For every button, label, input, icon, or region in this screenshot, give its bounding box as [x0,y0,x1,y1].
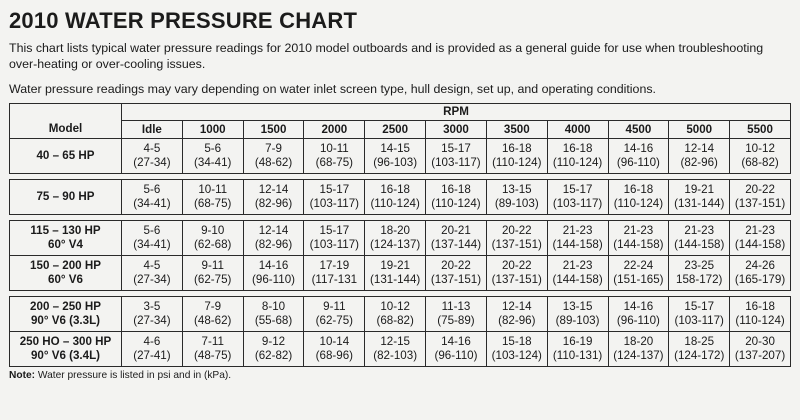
model-name: 115 – 130 HP [30,224,101,237]
rpm-column-header: 2500 [365,121,426,139]
pressure-table [9,103,791,367]
kpa-value: (62-82) [254,349,293,362]
pressure-cell [243,332,304,367]
pressure-cell [365,256,426,291]
pressure-cell [426,180,487,215]
model-detail: 60° V4 [48,238,83,251]
psi-value: 16-18 [562,142,593,155]
psi-value: 20-22 [501,259,532,272]
table-row [10,180,791,215]
kpa-value: (62-75) [315,314,354,327]
kpa-value: (96-110) [434,349,478,362]
model-detail: 60° V6 [48,273,83,286]
psi-value: 21-23 [745,224,775,237]
psi-value: 3-5 [143,300,161,313]
table-row [10,297,791,332]
pressure-cell [547,221,608,256]
psi-value: 15-17 [441,142,471,155]
kpa-value: (103-117) [309,238,360,251]
pressure-cell [547,332,608,367]
kpa-value: (110-124) [431,197,481,210]
kpa-value: (144-158) [552,238,603,251]
pressure-cell [243,180,304,215]
psi-value: 21-23 [562,259,593,272]
pressure-cell [669,221,730,256]
psi-value: 14-15 [380,142,410,155]
kpa-value: (103-117) [309,197,360,210]
model-cell [10,180,122,215]
pressure-cell [486,332,547,367]
psi-value: 18-25 [684,335,715,348]
kpa-value: (96-110) [616,156,660,169]
kpa-value: (151-165) [613,273,664,286]
model-cell [10,139,122,174]
pressure-cell [547,297,608,332]
pressure-cell [669,139,730,174]
kpa-value: (27-41) [133,349,171,362]
pressure-cell [426,297,487,332]
pressure-cell [365,297,426,332]
kpa-value: (96-110) [616,314,660,327]
kpa-value: (48-62) [194,314,232,327]
kpa-value: (82-96) [498,314,536,327]
pressure-cell [122,256,183,291]
psi-value: 14-16 [441,335,471,348]
pressure-cell [304,139,365,174]
psi-value: 4-6 [143,335,161,348]
psi-value: 10-11 [319,142,349,155]
note-text: Water pressure is listed in psi and in (kPa). [35,370,232,381]
psi-value: 16-18 [745,300,775,313]
kpa-value: (131-144) [674,197,725,210]
model-cell [10,297,122,332]
pressure-cell [243,139,304,174]
pressure-cell [730,297,791,332]
psi-value: 11-13 [441,300,471,313]
pressure-cell [304,221,365,256]
psi-value: 12-14 [501,300,532,313]
pressure-cell [304,256,365,291]
kpa-value: (103-117) [431,156,481,169]
kpa-value: (62-68) [194,238,232,251]
psi-value: 16-18 [501,142,532,155]
psi-value: 9-10 [201,224,225,237]
pressure-cell [122,221,183,256]
page-title: 2010 WATER PRESSURE CHART [9,8,358,33]
pressure-cell [182,180,243,215]
kpa-value: (137-151) [491,273,542,286]
kpa-value: (124-137) [613,349,664,362]
pressure-cell [304,332,365,367]
pressure-cell [608,332,669,367]
psi-value: 16-18 [441,183,471,196]
kpa-value: (144-158) [552,273,603,286]
pressure-cell [426,256,487,291]
pressure-cell [669,180,730,215]
rpm-column-header: 4000 [547,121,608,139]
pressure-cell [669,332,730,367]
rpm-column-header: 1500 [243,121,304,139]
psi-value: 20-22 [745,183,775,196]
kpa-value: (68-82) [376,314,414,327]
model-name: 150 – 200 HP [30,259,101,272]
kpa-value: (34-41) [133,238,171,251]
model-cell [10,221,122,256]
psi-value: 20-22 [501,224,532,237]
pressure-cell [365,221,426,256]
kpa-value: (68-82) [741,156,779,169]
pressure-cell [669,256,730,291]
psi-value: 9-11 [323,300,346,313]
kpa-value: (137-207) [734,349,786,362]
pressure-cell [547,180,608,215]
psi-value: 9-12 [261,335,286,348]
kpa-value: (68-75) [315,156,354,169]
psi-value: 21-23 [684,224,715,237]
kpa-value: (82-96) [254,197,293,210]
pressure-cell [730,332,791,367]
table-row [10,332,791,367]
kpa-value: (82-96) [254,238,293,251]
pressure-cell [304,297,365,332]
psi-value: 16-19 [562,335,593,348]
kpa-value: (34-41) [194,156,232,169]
psi-value: 24-26 [745,259,775,272]
pressure-cell [608,256,669,291]
rpm-column-header: 5000 [669,121,730,139]
pressure-cell [426,139,487,174]
psi-value: 8-10 [261,300,286,313]
psi-value: 5-6 [143,224,161,237]
pressure-cell [730,139,791,174]
psi-value: 15-17 [319,224,350,237]
psi-value: 12-14 [258,224,289,237]
pressure-cell [486,139,547,174]
pressure-cell [730,221,791,256]
psi-value: 12-14 [684,142,715,155]
pressure-cell [122,180,183,215]
model-column-header: Model [10,104,122,139]
psi-value: 14-16 [623,300,654,313]
kpa-value: (48-75) [194,349,232,362]
kpa-value: (110-124) [735,314,785,327]
kpa-value: (27-34) [133,314,171,327]
psi-value: 20-30 [745,335,775,348]
psi-value: 17-19 [319,259,350,272]
footnote [9,370,792,381]
psi-value: 22-24 [623,259,654,272]
kpa-value: (110-124) [492,156,542,169]
kpa-value: (165-179) [734,273,786,286]
kpa-value: (117-131 [311,273,358,286]
pressure-cell [182,139,243,174]
kpa-value: (144-158) [734,238,786,251]
pressure-cell [365,180,426,215]
psi-value: 18-20 [623,335,654,348]
kpa-value: (137-144) [430,238,482,251]
psi-value: 23-25 [684,259,715,272]
pressure-cell [365,139,426,174]
kpa-value: (82-103) [373,349,418,362]
psi-value: 10-14 [319,335,350,348]
psi-value: 5-6 [204,142,222,155]
kpa-value: (89-103) [555,314,600,327]
kpa-value: (27-34) [133,156,171,169]
pressure-cell [243,297,304,332]
psi-value: 15-17 [562,183,593,196]
psi-value: 15-17 [319,183,350,196]
pressure-cell [182,256,243,291]
rpm-column-header: 3000 [426,121,487,139]
model-name: 40 – 65 HP [36,149,95,162]
psi-value: 7-9 [265,142,282,155]
psi-value: 13-15 [501,183,532,196]
pressure-cell [486,180,547,215]
model-cell [10,332,122,367]
psi-value: 10-12 [745,142,775,155]
pressure-cell [122,297,183,332]
kpa-value: (144-158) [674,238,725,251]
rpm-column-header: 3500 [486,121,547,139]
intro-paragraph: This chart lists typical water pressure readings for 2010 model outboards and is provided as a general guide for use when troubleshooting over-heating or over-cooling issues. [9,41,764,71]
table-row [10,139,791,174]
pressure-cell [182,221,243,256]
kpa-value: (137-151) [430,273,482,286]
psi-value: 4-5 [143,259,161,272]
pressure-cell [365,332,426,367]
kpa-value: (82-96) [680,156,718,169]
pressure-cell [426,332,487,367]
kpa-value: (110-124) [370,197,420,210]
psi-value: 10-12 [380,300,410,313]
conditions-paragraph: Water pressure readings may vary depending on water inlet screen type, hull design, set up, and operating conditions. [9,82,656,96]
pressure-cell [608,297,669,332]
kpa-value: (62-75) [194,273,232,286]
rpm-column-header: 2000 [304,121,365,139]
model-detail: 90° V6 (3.3L) [30,314,101,327]
pressure-cell [243,256,304,291]
pressure-cell [243,221,304,256]
psi-value: 19-21 [380,259,410,272]
pressure-cell [182,297,243,332]
pressure-cell [669,297,730,332]
kpa-value: (103-117) [674,314,724,327]
kpa-value: (27-34) [133,273,171,286]
psi-value: 16-18 [623,183,654,196]
table-row [10,256,791,291]
psi-value: 16-18 [380,183,410,196]
kpa-value: (124-137) [370,238,421,251]
kpa-value: (110-124) [552,156,603,169]
pressure-cell [730,180,791,215]
kpa-value: (103-124) [491,349,542,362]
kpa-value: (34-41) [133,197,171,210]
kpa-value: (89-103) [494,197,539,210]
psi-value: 5-6 [143,183,161,196]
psi-value: 21-23 [562,224,593,237]
kpa-value: (103-117) [552,197,603,210]
psi-value: 20-22 [441,259,471,272]
rpm-column-header: 5500 [730,121,791,139]
kpa-value: (137-151) [734,197,786,210]
pressure-cell [486,221,547,256]
rpm-column-header: 1000 [182,121,243,139]
psi-value: 10-11 [198,183,228,196]
rpm-column-header: 4500 [608,121,669,139]
pressure-cell [304,180,365,215]
pressure-cell [730,256,791,291]
model-detail: 90° V6 (3.4L) [30,349,101,362]
kpa-value: (96-110) [252,273,296,286]
pressure-cell [608,139,669,174]
pressure-cell [182,332,243,367]
kpa-value: (75-89) [437,314,475,327]
kpa-value: (137-151) [491,238,542,251]
kpa-value: (110-124) [613,197,664,210]
psi-value: 20-21 [441,224,471,237]
psi-value: 19-21 [684,183,715,196]
model-name: 250 HO – 300 HP [19,335,112,348]
kpa-value: (68-96) [315,349,354,362]
kpa-value: (110-131) [552,349,603,362]
kpa-value: (144-158) [613,238,664,251]
rpm-header: RPM [122,104,791,121]
pressure-cell [608,221,669,256]
kpa-value: (48-62) [254,156,293,169]
psi-value: 14-16 [258,259,289,272]
psi-value: 12-14 [258,183,289,196]
pressure-cell [547,139,608,174]
psi-value: 18-20 [380,224,410,237]
kpa-value: 158-172) [676,273,723,286]
kpa-value: (96-103) [373,156,418,169]
pressure-cell [608,180,669,215]
pressure-cell [122,139,183,174]
psi-value: 15-17 [684,300,715,313]
psi-value: 15-18 [501,335,532,348]
pressure-cell [486,297,547,332]
model-cell [10,256,122,291]
psi-value: 7-11 [201,335,224,348]
rpm-column-header: Idle [122,121,183,139]
model-name: 200 – 250 HP [30,300,101,313]
kpa-value: (124-172) [674,349,725,362]
psi-value: 14-16 [623,142,654,155]
psi-value: 13-15 [562,300,593,313]
pressure-cell [122,332,183,367]
psi-value: 21-23 [623,224,654,237]
pressure-cell [486,256,547,291]
psi-value: 4-5 [143,142,161,155]
pressure-cell [547,256,608,291]
kpa-value: (55-68) [254,314,293,327]
kpa-value: (131-144) [370,273,421,286]
kpa-value: (68-75) [194,197,232,210]
model-name: 75 – 90 HP [36,190,95,203]
psi-value: 9-11 [201,259,224,272]
table-row [10,221,791,256]
psi-value: 7-9 [204,300,222,313]
psi-value: 12-15 [380,335,410,348]
pressure-cell [426,221,487,256]
note-label: Note: [9,370,36,381]
